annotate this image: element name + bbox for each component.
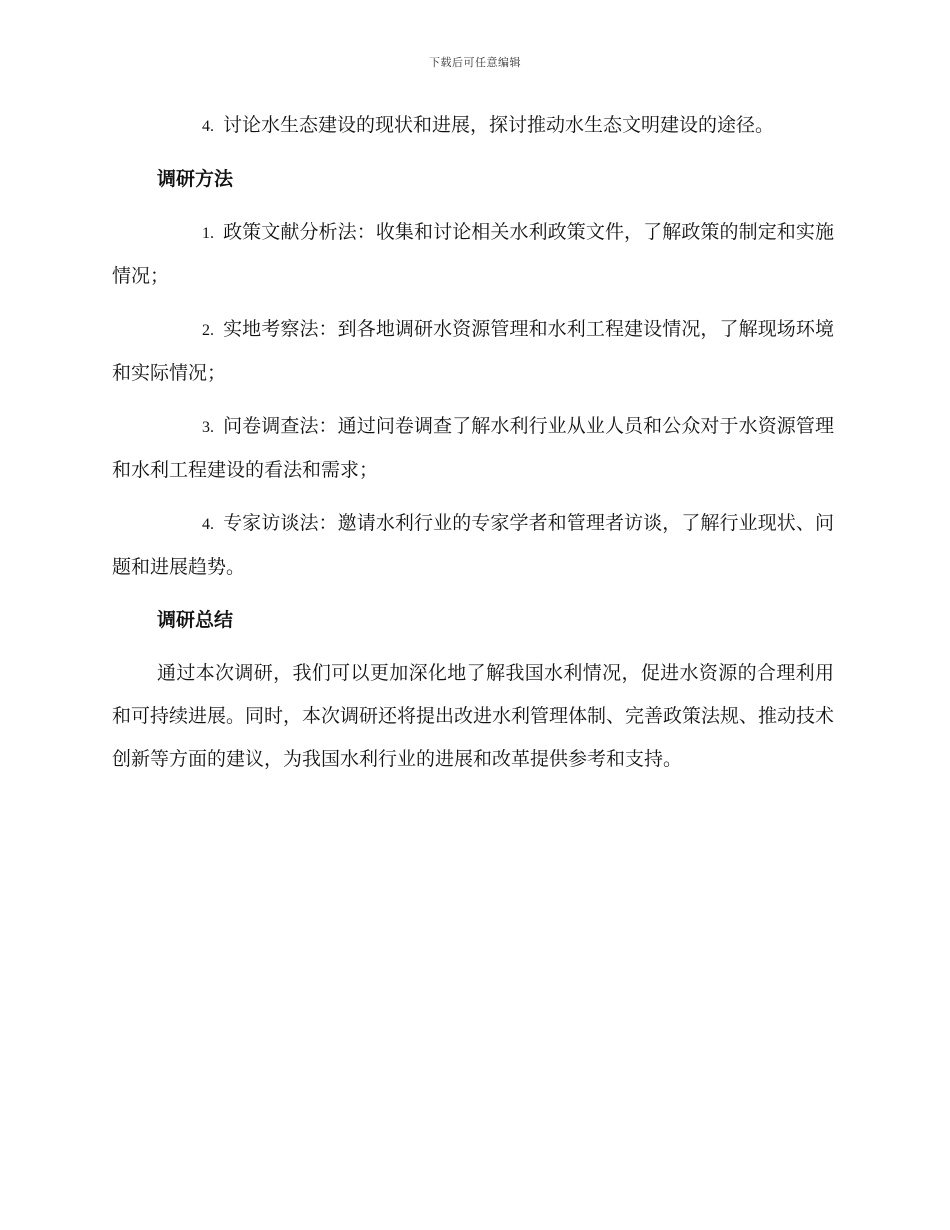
list-number: 2. xyxy=(202,322,214,339)
page-header: 下载后可任意编辑 xyxy=(429,56,521,69)
method-item-3 xyxy=(112,405,834,492)
document-body xyxy=(112,104,834,791)
methods-heading: 调研方法 xyxy=(157,168,234,190)
list-text: 问卷调查法：通过问卷调查了解水利行业从业人员和公众对于水资源管理和水利工程建设的看法和需求； xyxy=(112,415,834,481)
method-item-1 xyxy=(112,211,834,298)
method-item-2 xyxy=(112,308,834,395)
list-number: 3. xyxy=(202,419,214,436)
goal-item-4 xyxy=(112,104,834,148)
summary-paragraph: 通过本次调研，我们可以更加深化地了解我国水利情况，促进水资源的合理利用和可持续进展。同时，本次调研还将提出改进水利管理体制、完善政策法规、推动技术创新等方面的建议，为我国水利行业的进展和改革提供参考和支持。 xyxy=(112,662,835,770)
list-number: 4. xyxy=(202,516,214,533)
list-text: 专家访谈法：邀请水利行业的专家学者和管理者访谈，了解行业现状、问题和进展趋势。 xyxy=(112,512,834,578)
list-number: 1. xyxy=(202,225,214,242)
list-text: 实地考察法：到各地调研水资源管理和水利工程建设情况，了解现场环境和实际情况； xyxy=(112,318,834,384)
list-number: 4. xyxy=(202,118,214,135)
summary-heading: 调研总结 xyxy=(157,609,234,631)
method-item-4 xyxy=(112,502,834,589)
list-text: 讨论水生态建设的现状和进展，探讨推动水生态文明建设的途径。 xyxy=(223,114,775,136)
list-text: 政策文献分析法：收集和讨论相关水利政策文件，了解政策的制定和实施情况； xyxy=(112,221,834,287)
